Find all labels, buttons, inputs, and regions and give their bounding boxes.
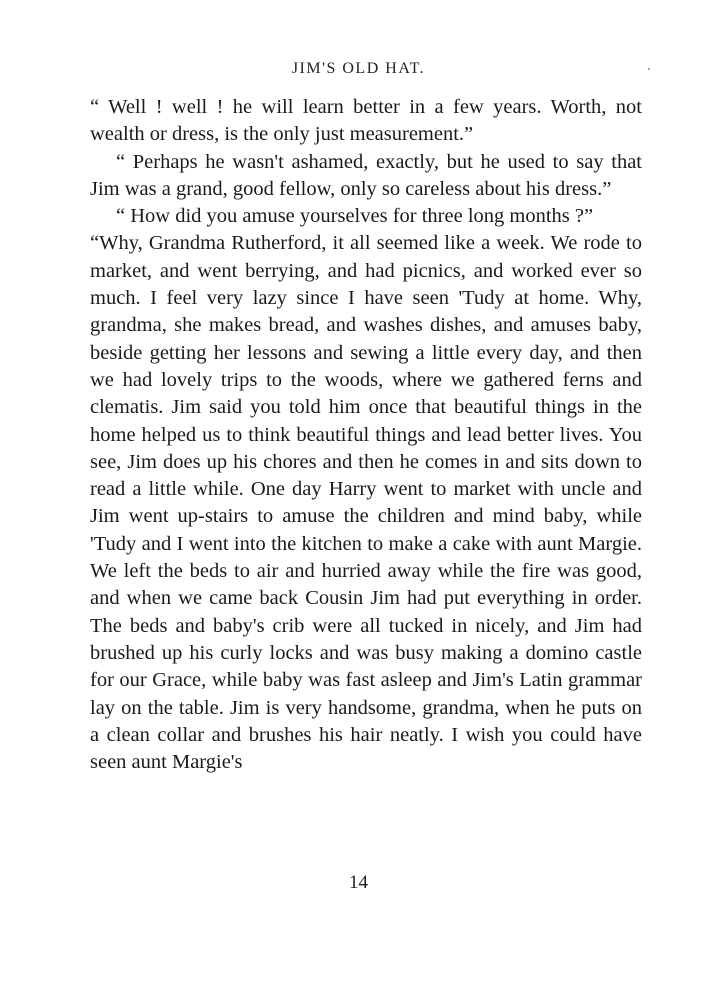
paragraph-1: “ Well ! well ! he will learn better in a few years. Worth, not wealth or dress, is the only just measurement.” <box>90 96 642 146</box>
body-text <box>90 94 642 776</box>
stray-mark <box>648 68 650 70</box>
paragraph-4: “Why, Grandma Rutherford, it all seemed like a week. We rode to market, and went berrying, and had picnics, and worked ever so much. I feel very lazy since I have seen 'Tudy at home. Why, grandma, she makes bread, and washes dishes, and amuses baby, beside getting her lessons and sewing a little every day, and then we had lovely trips to the woods, where we gathered ferns and clematis. Jim said you told him once that beautiful things in the home helped us to think beautiful things and lead better lives. You see, Jim does up his chores and then he comes in and sits down to read a little while. One day Harry went to market with uncle and Jim went up-stairs to amuse the children and mind baby, while 'Tudy and I went into the kitchen to make a cake with aunt Margie. We left the beds to air and hurried away while the fire was good, and when we came back Cousin Jim had put everything in order. The beds and baby's crib were all tucked in nicely, and Jim had brushed up his curly locks and was busy making a domino castle for our Grace, while baby was fast asleep and Jim's Latin grammar lay on the table. Jim is very handsome, grandma, when he puts on a clean collar and brushes his hair neatly. I wish you could have seen aunt Margie's <box>90 232 642 774</box>
page-number: 14 <box>349 872 368 893</box>
running-head: JIM'S OLD HAT. <box>291 60 426 77</box>
paragraph-2: “ Perhaps he wasn't ashamed, exactly, but he used to say that Jim was a grand, good fellow, only so careless about his dress.” <box>90 150 642 200</box>
paragraph-3: “ How did you amuse yourselves for three long months ?” <box>116 205 594 228</box>
